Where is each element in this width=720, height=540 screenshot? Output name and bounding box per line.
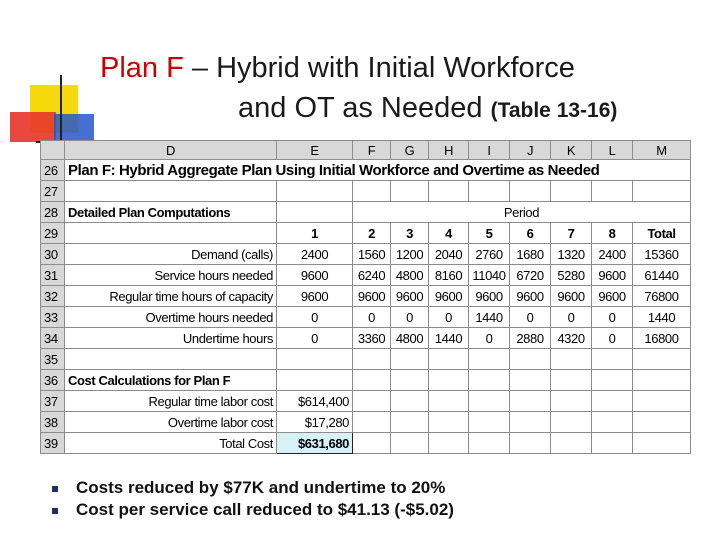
row-number[interactable]: 26 <box>41 160 65 181</box>
cell[interactable] <box>353 391 391 412</box>
data-cell[interactable]: 5280 <box>551 265 592 286</box>
bullet-list <box>52 478 454 522</box>
data-cell[interactable]: 1680 <box>510 244 551 265</box>
data-cell[interactable]: 1560 <box>353 244 391 265</box>
data-cell[interactable]: 9600 <box>510 286 551 307</box>
data-cell[interactable]: 9600 <box>469 286 510 307</box>
cell[interactable] <box>469 349 510 370</box>
row-number[interactable]: 38 <box>41 412 65 433</box>
cell[interactable] <box>429 370 469 391</box>
column-header-row <box>41 141 691 160</box>
cell[interactable] <box>510 349 551 370</box>
bullet-item <box>52 500 454 522</box>
column-header[interactable]: M <box>633 141 691 160</box>
cell[interactable] <box>469 181 510 202</box>
data-cell[interactable]: 1320 <box>551 244 592 265</box>
cell[interactable] <box>633 349 691 370</box>
cell[interactable] <box>277 349 353 370</box>
cell[interactable] <box>592 433 633 454</box>
cell[interactable] <box>510 412 551 433</box>
column-header[interactable]: D <box>65 141 277 160</box>
cell[interactable] <box>592 181 633 202</box>
period-number[interactable]: 3 <box>391 223 429 244</box>
cell[interactable] <box>353 433 391 454</box>
cell[interactable] <box>353 412 391 433</box>
slide-title-line2 <box>238 92 617 125</box>
period-number[interactable]: 4 <box>429 223 469 244</box>
data-cell[interactable]: 3360 <box>353 328 391 349</box>
section-label-costs[interactable]: Cost Calculations for Plan F <box>65 370 277 391</box>
cost-value[interactable]: $614,400 <box>277 391 353 412</box>
cell[interactable] <box>551 391 592 412</box>
bullet-item <box>52 478 454 500</box>
column-header[interactable]: K <box>551 141 592 160</box>
total-header[interactable]: Total <box>633 223 691 244</box>
section-label-detailed[interactable]: Detailed Plan Computations <box>65 202 277 223</box>
cell[interactable] <box>277 181 353 202</box>
total-cell[interactable]: 1440 <box>633 307 691 328</box>
column-header[interactable]: E <box>277 141 353 160</box>
column-header[interactable]: G <box>391 141 429 160</box>
table-row <box>41 244 691 265</box>
period-header[interactable]: Period <box>353 202 691 223</box>
column-header[interactable]: F <box>353 141 391 160</box>
row-label[interactable]: Undertime hours <box>65 328 277 349</box>
row-label[interactable]: Service hours needed <box>65 265 277 286</box>
table-reference: (Table 13-16) <box>490 99 618 122</box>
cell[interactable] <box>551 433 592 454</box>
row-number[interactable]: 36 <box>41 370 65 391</box>
data-cell[interactable]: 1440 <box>429 328 469 349</box>
table-row <box>41 181 691 202</box>
column-header[interactable]: J <box>510 141 551 160</box>
cost-label[interactable]: Total Cost <box>65 433 277 454</box>
bullet-square-icon <box>52 508 58 514</box>
cell[interactable] <box>633 391 691 412</box>
deco-red-square <box>10 112 56 142</box>
row-number[interactable]: 35 <box>41 349 65 370</box>
cell[interactable] <box>469 412 510 433</box>
cell[interactable] <box>429 391 469 412</box>
cell[interactable] <box>633 412 691 433</box>
cell[interactable] <box>510 370 551 391</box>
table-row <box>41 349 691 370</box>
column-header[interactable] <box>41 141 65 160</box>
spreadsheet <box>40 140 690 466</box>
period-number[interactable]: 7 <box>551 223 592 244</box>
data-cell[interactable]: 8160 <box>429 265 469 286</box>
cell[interactable] <box>551 412 592 433</box>
table-row <box>41 265 691 286</box>
data-cell[interactable]: 4800 <box>391 328 429 349</box>
cell[interactable] <box>469 433 510 454</box>
data-cell[interactable]: 2760 <box>469 244 510 265</box>
cell[interactable] <box>353 370 391 391</box>
column-header[interactable]: I <box>469 141 510 160</box>
data-cell[interactable]: 0 <box>277 328 353 349</box>
data-cell[interactable]: 9600 <box>551 286 592 307</box>
cell[interactable] <box>592 370 633 391</box>
plan-table <box>40 140 691 454</box>
data-cell[interactable]: 4800 <box>391 265 429 286</box>
total-cell[interactable]: 61440 <box>633 265 691 286</box>
row-number[interactable]: 31 <box>41 265 65 286</box>
bullet-text: Cost per service call reduced to $41.13 (-$5.02) <box>76 500 454 519</box>
data-cell[interactable]: 9600 <box>592 286 633 307</box>
cell[interactable] <box>551 370 592 391</box>
row-label[interactable]: Overtime hours needed <box>65 307 277 328</box>
table-row <box>41 286 691 307</box>
cell[interactable] <box>391 181 429 202</box>
total-cell[interactable]: 15360 <box>633 244 691 265</box>
plan-label: Plan F <box>100 52 184 84</box>
cell[interactable] <box>429 433 469 454</box>
data-cell[interactable]: 9600 <box>353 286 391 307</box>
row-label[interactable]: Demand (calls) <box>65 244 277 265</box>
data-cell[interactable]: 2880 <box>510 328 551 349</box>
data-cell[interactable]: 2400 <box>277 244 353 265</box>
cell[interactable] <box>353 349 391 370</box>
table-row <box>41 412 691 433</box>
table-row <box>41 223 691 244</box>
table-row <box>41 370 691 391</box>
data-cell[interactable]: 0 <box>391 307 429 328</box>
data-cell[interactable]: 9600 <box>391 286 429 307</box>
cell[interactable] <box>469 370 510 391</box>
data-cell[interactable]: 0 <box>551 307 592 328</box>
cell[interactable] <box>633 181 691 202</box>
row-number[interactable]: 29 <box>41 223 65 244</box>
row-number[interactable]: 30 <box>41 244 65 265</box>
cost-label[interactable]: Regular time labor cost <box>65 391 277 412</box>
row-number[interactable]: 27 <box>41 181 65 202</box>
table-row <box>41 391 691 412</box>
table-row <box>41 307 691 328</box>
period-number[interactable]: 5 <box>469 223 510 244</box>
cell[interactable] <box>391 433 429 454</box>
table-row <box>41 328 691 349</box>
cell[interactable] <box>551 181 592 202</box>
cell[interactable] <box>277 370 353 391</box>
cell[interactable] <box>592 349 633 370</box>
total-cell[interactable]: 76800 <box>633 286 691 307</box>
data-cell[interactable]: 11040 <box>469 265 510 286</box>
total-cell[interactable]: 16800 <box>633 328 691 349</box>
row-number[interactable]: 33 <box>41 307 65 328</box>
period-number[interactable]: 8 <box>592 223 633 244</box>
row-label[interactable]: Regular time hours of capacity <box>65 286 277 307</box>
cell[interactable] <box>633 370 691 391</box>
data-cell[interactable]: 0 <box>510 307 551 328</box>
data-cell[interactable]: 1440 <box>469 307 510 328</box>
table-row <box>41 160 691 181</box>
total-cost-value[interactable]: $631,680 <box>277 433 353 454</box>
period-number[interactable]: 1 <box>277 223 353 244</box>
table-row <box>41 202 691 223</box>
period-number[interactable]: 2 <box>353 223 391 244</box>
data-cell[interactable]: 2400 <box>592 244 633 265</box>
data-cell[interactable]: 6240 <box>353 265 391 286</box>
data-cell[interactable]: 0 <box>592 328 633 349</box>
period-number[interactable]: 6 <box>510 223 551 244</box>
data-cell[interactable]: 9600 <box>277 286 353 307</box>
data-cell[interactable]: 9600 <box>592 265 633 286</box>
data-cell[interactable]: 0 <box>592 307 633 328</box>
cell[interactable] <box>65 349 277 370</box>
cell[interactable] <box>277 202 353 223</box>
row-number[interactable]: 32 <box>41 286 65 307</box>
cell[interactable] <box>429 349 469 370</box>
row-number[interactable]: 34 <box>41 328 65 349</box>
cell[interactable] <box>65 223 277 244</box>
data-cell[interactable]: 4320 <box>551 328 592 349</box>
cost-value[interactable]: $17,280 <box>277 412 353 433</box>
cell[interactable] <box>391 391 429 412</box>
row-number[interactable]: 39 <box>41 433 65 454</box>
cell[interactable] <box>429 412 469 433</box>
cell[interactable] <box>510 391 551 412</box>
cell[interactable] <box>633 433 691 454</box>
cost-label[interactable]: Overtime labor cost <box>65 412 277 433</box>
data-cell[interactable]: 6720 <box>510 265 551 286</box>
cell[interactable] <box>510 433 551 454</box>
cell[interactable] <box>510 181 551 202</box>
cell[interactable] <box>551 349 592 370</box>
sheet-title-cell[interactable]: Plan F: Hybrid Aggregate Plan Using Initial Workforce and Overtime as Needed <box>65 160 691 181</box>
cell[interactable] <box>391 349 429 370</box>
cell[interactable] <box>65 181 277 202</box>
column-header[interactable]: H <box>429 141 469 160</box>
data-cell[interactable]: 0 <box>353 307 391 328</box>
data-cell[interactable]: 1200 <box>391 244 429 265</box>
bullet-text: Costs reduced by $77K and undertime to 20% <box>76 478 446 497</box>
cell[interactable] <box>592 391 633 412</box>
cell[interactable] <box>353 181 391 202</box>
title-line2-text: and OT as Needed <box>238 92 491 124</box>
cell[interactable] <box>469 391 510 412</box>
data-cell[interactable]: 2040 <box>429 244 469 265</box>
row-number[interactable]: 28 <box>41 202 65 223</box>
data-cell[interactable]: 0 <box>469 328 510 349</box>
data-cell[interactable]: 0 <box>429 307 469 328</box>
data-cell[interactable]: 9600 <box>277 265 353 286</box>
row-number[interactable]: 37 <box>41 391 65 412</box>
title-rest: – Hybrid with Initial Workforce <box>183 52 575 84</box>
data-cell[interactable]: 0 <box>277 307 353 328</box>
cell[interactable] <box>391 370 429 391</box>
table-row <box>41 433 691 454</box>
data-cell[interactable]: 9600 <box>429 286 469 307</box>
cell[interactable] <box>429 181 469 202</box>
bullet-square-icon <box>52 486 58 492</box>
slide-title-line1 <box>100 52 575 85</box>
column-header[interactable]: L <box>592 141 633 160</box>
cell[interactable] <box>391 412 429 433</box>
cell[interactable] <box>592 412 633 433</box>
